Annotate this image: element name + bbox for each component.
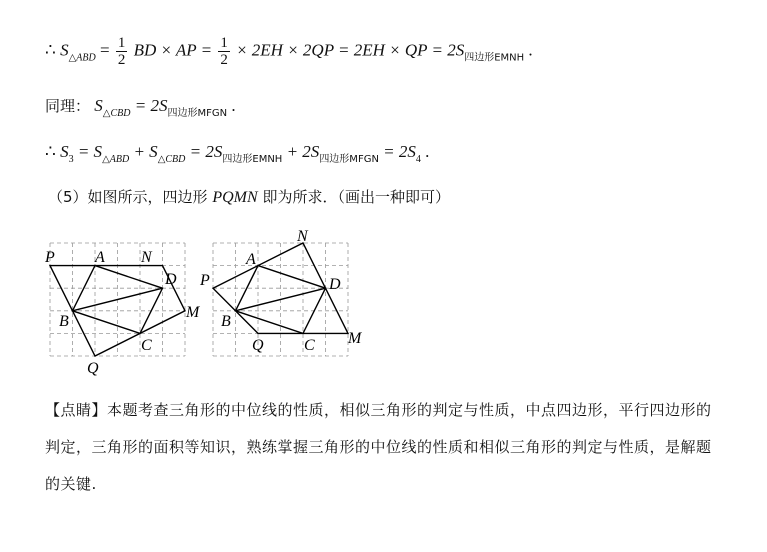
label-d-2: D [329, 276, 341, 293]
figure-1-labels [44, 249, 201, 377]
expression-part: = S [77, 142, 103, 161]
period: . [425, 142, 430, 161]
expression-part: = 2S [134, 96, 168, 115]
subscript: 3 [68, 154, 74, 165]
numerator: 1 [117, 35, 126, 51]
therefore-symbol: ∴ [45, 40, 56, 60]
label-m-2: M [348, 330, 362, 347]
expression-part: = 2S [383, 142, 416, 161]
label-q: Q [87, 360, 99, 377]
figure-2-labels [199, 228, 363, 354]
subscript: △CBD [157, 154, 186, 165]
s-symbol: S [60, 142, 69, 161]
item-5-suffix: 即为所求．（画出一种即可） [262, 188, 450, 206]
label-p: P [45, 249, 55, 266]
subscript: 四边形EMNH [464, 52, 525, 64]
expression-part: + 2S [286, 142, 320, 161]
numerator: 1 [220, 35, 228, 51]
subscript: 四边形MFGN [167, 108, 228, 119]
label-b: B [59, 313, 69, 330]
subscript: △ABD [68, 52, 96, 64]
s-symbol: S [94, 96, 103, 115]
comment-paragraph [45, 392, 725, 503]
label-n-2: N [297, 228, 308, 245]
subscript: 四边形MFGN [319, 154, 379, 165]
label-c-2: C [304, 337, 315, 354]
label-a: A [95, 249, 105, 266]
label-d: D [165, 271, 177, 288]
subscript: △ABD [102, 154, 130, 165]
s-symbol: S [60, 40, 69, 60]
denominator: 2 [220, 52, 228, 68]
subscript: 4 [415, 154, 421, 165]
period: . [528, 40, 533, 60]
same-reason-label: 同理： [45, 97, 91, 115]
label-m: M [186, 304, 200, 321]
label-p-2: P [200, 272, 210, 289]
label-n: N [141, 249, 152, 266]
expression-part: × 2EH × 2QP = 2EH × QP = 2S [236, 40, 465, 60]
period: . [231, 96, 236, 115]
therefore-symbol: ∴ [45, 142, 56, 161]
quadrilateral-name: PQMN [212, 189, 258, 206]
expression-part: = 2S [189, 142, 223, 161]
equals-sign: = [99, 40, 110, 60]
label-q-2: Q [252, 337, 264, 354]
expression-part: BD × AP = [133, 40, 213, 60]
expression-part: + S [133, 142, 158, 161]
label-a-2: A [246, 251, 256, 268]
label-c: C [141, 337, 152, 354]
subscript: 四边形EMNH [222, 154, 283, 165]
comment-tag: 【点睛】 [45, 401, 108, 419]
item-5-prefix: （5）如图所示，四边形 [48, 188, 208, 206]
label-b-2: B [221, 313, 231, 330]
comment-text: 本题考查三角形的中位线的性质，相似三角形的判定与性质，中点四边形，平行四边形的判定，三角形的面积等知识，熟练掌握三角形的中位线的性质和相似三角形的判定与性质，是解题的关键. [45, 401, 712, 493]
subscript: △CBD [102, 108, 131, 119]
denominator: 2 [117, 52, 126, 68]
